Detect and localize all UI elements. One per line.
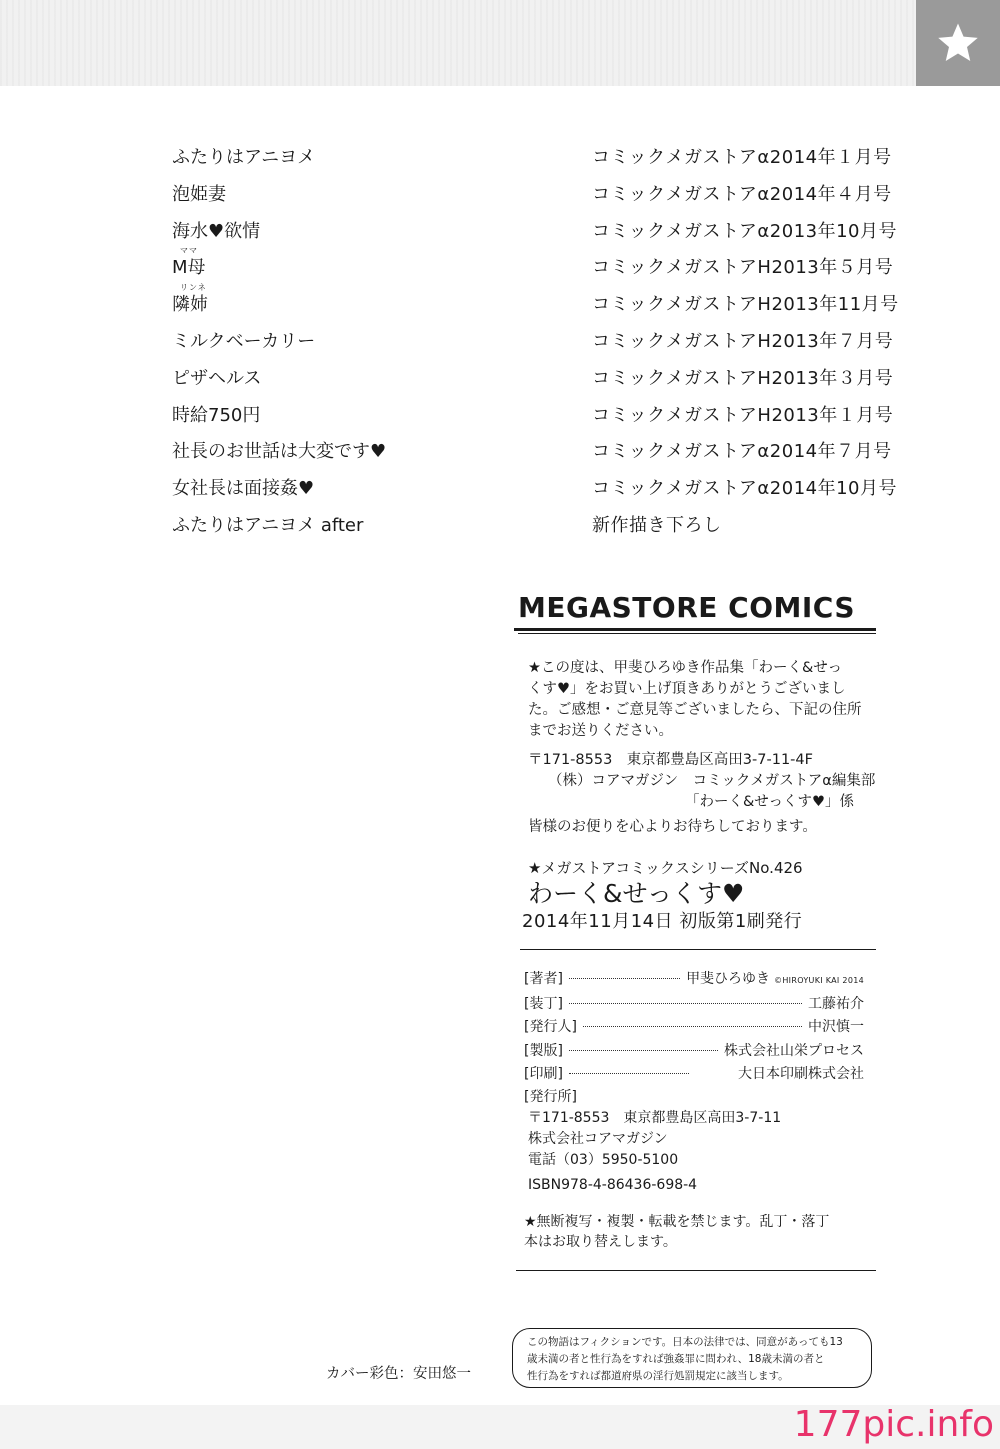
story-title: 海水♥欲情 [172, 220, 261, 242]
leader-dots [569, 1073, 689, 1074]
cover-color-credit: カバー彩色：安田悠一 [326, 1366, 471, 1382]
star-icon [935, 20, 981, 66]
story-title: ピザヘルス [172, 367, 262, 389]
isbn: ISBN978-4-86436-698-4 [528, 1176, 698, 1193]
credits [514, 968, 864, 1087]
list-item [172, 177, 902, 214]
list-item [172, 471, 902, 508]
address-line: 〒171-8553 東京都豊島区高田3-7-11-4F [528, 752, 813, 768]
watermark: 177pic.info [793, 1404, 994, 1445]
credit-row [524, 993, 864, 1017]
notice-line: た。ご感想・ご意見等ございましたら、下記の住所 [528, 702, 862, 718]
list-item [172, 283, 902, 324]
warning-line: 本はお取り替えします。 [524, 1233, 677, 1250]
credit-role: [著者] [524, 971, 563, 987]
notice-line: ★この度は、甲斐ひろゆき作品集「わーく&せっ [528, 660, 843, 676]
logo-rule-thin [518, 633, 876, 634]
credit-role: [印刷] [524, 1066, 563, 1082]
story-source: コミックメガストアH2013年５月号 [592, 257, 894, 279]
credit-role: [発行人] [524, 1019, 577, 1035]
leader-dots [569, 1003, 802, 1004]
story-title: ふたりはアニヨメ after [172, 514, 364, 536]
credit-name: 工藤祐介 [808, 995, 864, 1012]
story-ruby: リンネ [180, 283, 207, 293]
copyright: ©HIROYUKI KAI 2014 [774, 976, 864, 985]
story-source: コミックメガストアH2013年11月号 [592, 294, 899, 316]
story-title: 隣姉 [172, 294, 208, 316]
story-title: M母 [172, 257, 206, 279]
credit-name [686, 968, 864, 993]
list-item [172, 508, 902, 545]
credit-name: 大日本印刷株式会社 [738, 1066, 864, 1082]
publisher-info [514, 1087, 876, 1196]
publisher-logo: MEGASTORE COMICS [518, 591, 856, 624]
logo-rule [514, 628, 876, 631]
credit-name: 中沢慎一 [808, 1019, 864, 1035]
reader-notice [514, 658, 876, 742]
address-line: （株）コアマガジン コミックメガストアα編集部 [548, 773, 876, 789]
series-number: ★メガストアコミックスシリーズNo.426 [528, 859, 803, 877]
notice-line: くす♥」をお買い上げ頂きありがとうございまし [528, 681, 846, 697]
list-item [172, 434, 902, 471]
publisher-role: [発行所] [524, 1088, 577, 1105]
publish-date: 2014年11月14日 初版第1刷発行 [522, 911, 803, 932]
leader-dots [569, 978, 680, 979]
top-band [0, 0, 1000, 86]
book-title: わーく&せっくす♥ [528, 879, 745, 908]
story-source: コミックメガストアH2013年３月号 [592, 367, 894, 389]
list-item [172, 214, 902, 251]
corner-tab [916, 0, 1000, 86]
disclaimer-line: 性行為をすれば都道府県の淫行処罰規定に該当します。 [527, 1370, 789, 1382]
list-item [172, 398, 902, 435]
notice-line: までお送りください。 [528, 723, 673, 739]
list-item [172, 324, 902, 361]
divider [520, 949, 876, 950]
fiction-disclaimer [512, 1328, 872, 1388]
story-title: 泡姫妻 [172, 183, 226, 205]
story-title: 社長のお世話は大変です♥ [172, 441, 387, 463]
disclaimer-line: この物語はフィクションです。日本の法律では、同意があっても13 [527, 1336, 843, 1348]
credit-role: [製版] [524, 1042, 563, 1059]
contents-list [172, 140, 902, 545]
list-item [172, 361, 902, 398]
disclaimer-line: 歳未満の者と性行為をすれば強姦罪に問われ、18歳未満の者と [527, 1353, 825, 1365]
copyright-warning [514, 1212, 876, 1252]
story-source: コミックメガストアα2014年４月号 [592, 183, 892, 205]
story-source: コミックメガストアH2013年１月号 [592, 404, 894, 426]
story-source: コミックメガストアα2014年10月号 [592, 478, 897, 500]
publisher-phone: 電話（03）5950-5100 [528, 1151, 679, 1168]
credit-row [524, 1063, 864, 1087]
colophon [514, 588, 876, 1271]
story-source: 新作描き下ろし [592, 514, 722, 536]
credit-row [524, 968, 864, 993]
story-source: コミックメガストアH2013年７月号 [592, 330, 894, 352]
story-title: 女社長は面接姦♥ [172, 478, 315, 500]
publisher-company: 株式会社コアマガジン [528, 1130, 668, 1147]
divider [516, 1270, 876, 1271]
address-line: 「わーく&せっくす♥」係 [684, 794, 854, 810]
story-source: コミックメガストアα2013年10月号 [592, 220, 897, 242]
publisher-address: 〒171-8553 東京都豊島区高田3-7-11 [528, 1109, 782, 1126]
story-source: コミックメガストアα2014年７月号 [592, 441, 892, 463]
credit-role: [装丁] [524, 995, 563, 1012]
warning-line: ★無断複写・複製・転載を禁じます。乱丁・落丁 [524, 1213, 830, 1230]
leader-dots [569, 1050, 718, 1051]
credit-row [524, 1040, 864, 1064]
closing-line: 皆様のお便りを心よりお待ちしております。 [528, 819, 817, 835]
story-source: コミックメガストアα2014年１月号 [592, 147, 892, 168]
author-name: 甲斐ひろゆき [686, 971, 771, 987]
story-title: 時給750円 [172, 404, 261, 426]
list-item [172, 246, 902, 287]
story-title: ふたりはアニヨメ [172, 147, 316, 168]
list-item [172, 140, 902, 177]
credit-row [524, 1016, 864, 1040]
story-title: ミルクベーカリー [172, 330, 316, 352]
story-ruby: ママ [180, 246, 198, 256]
leader-dots [583, 1026, 802, 1027]
credit-name: 株式会社山栄プロセス [724, 1042, 864, 1059]
mail-address [514, 750, 876, 813]
